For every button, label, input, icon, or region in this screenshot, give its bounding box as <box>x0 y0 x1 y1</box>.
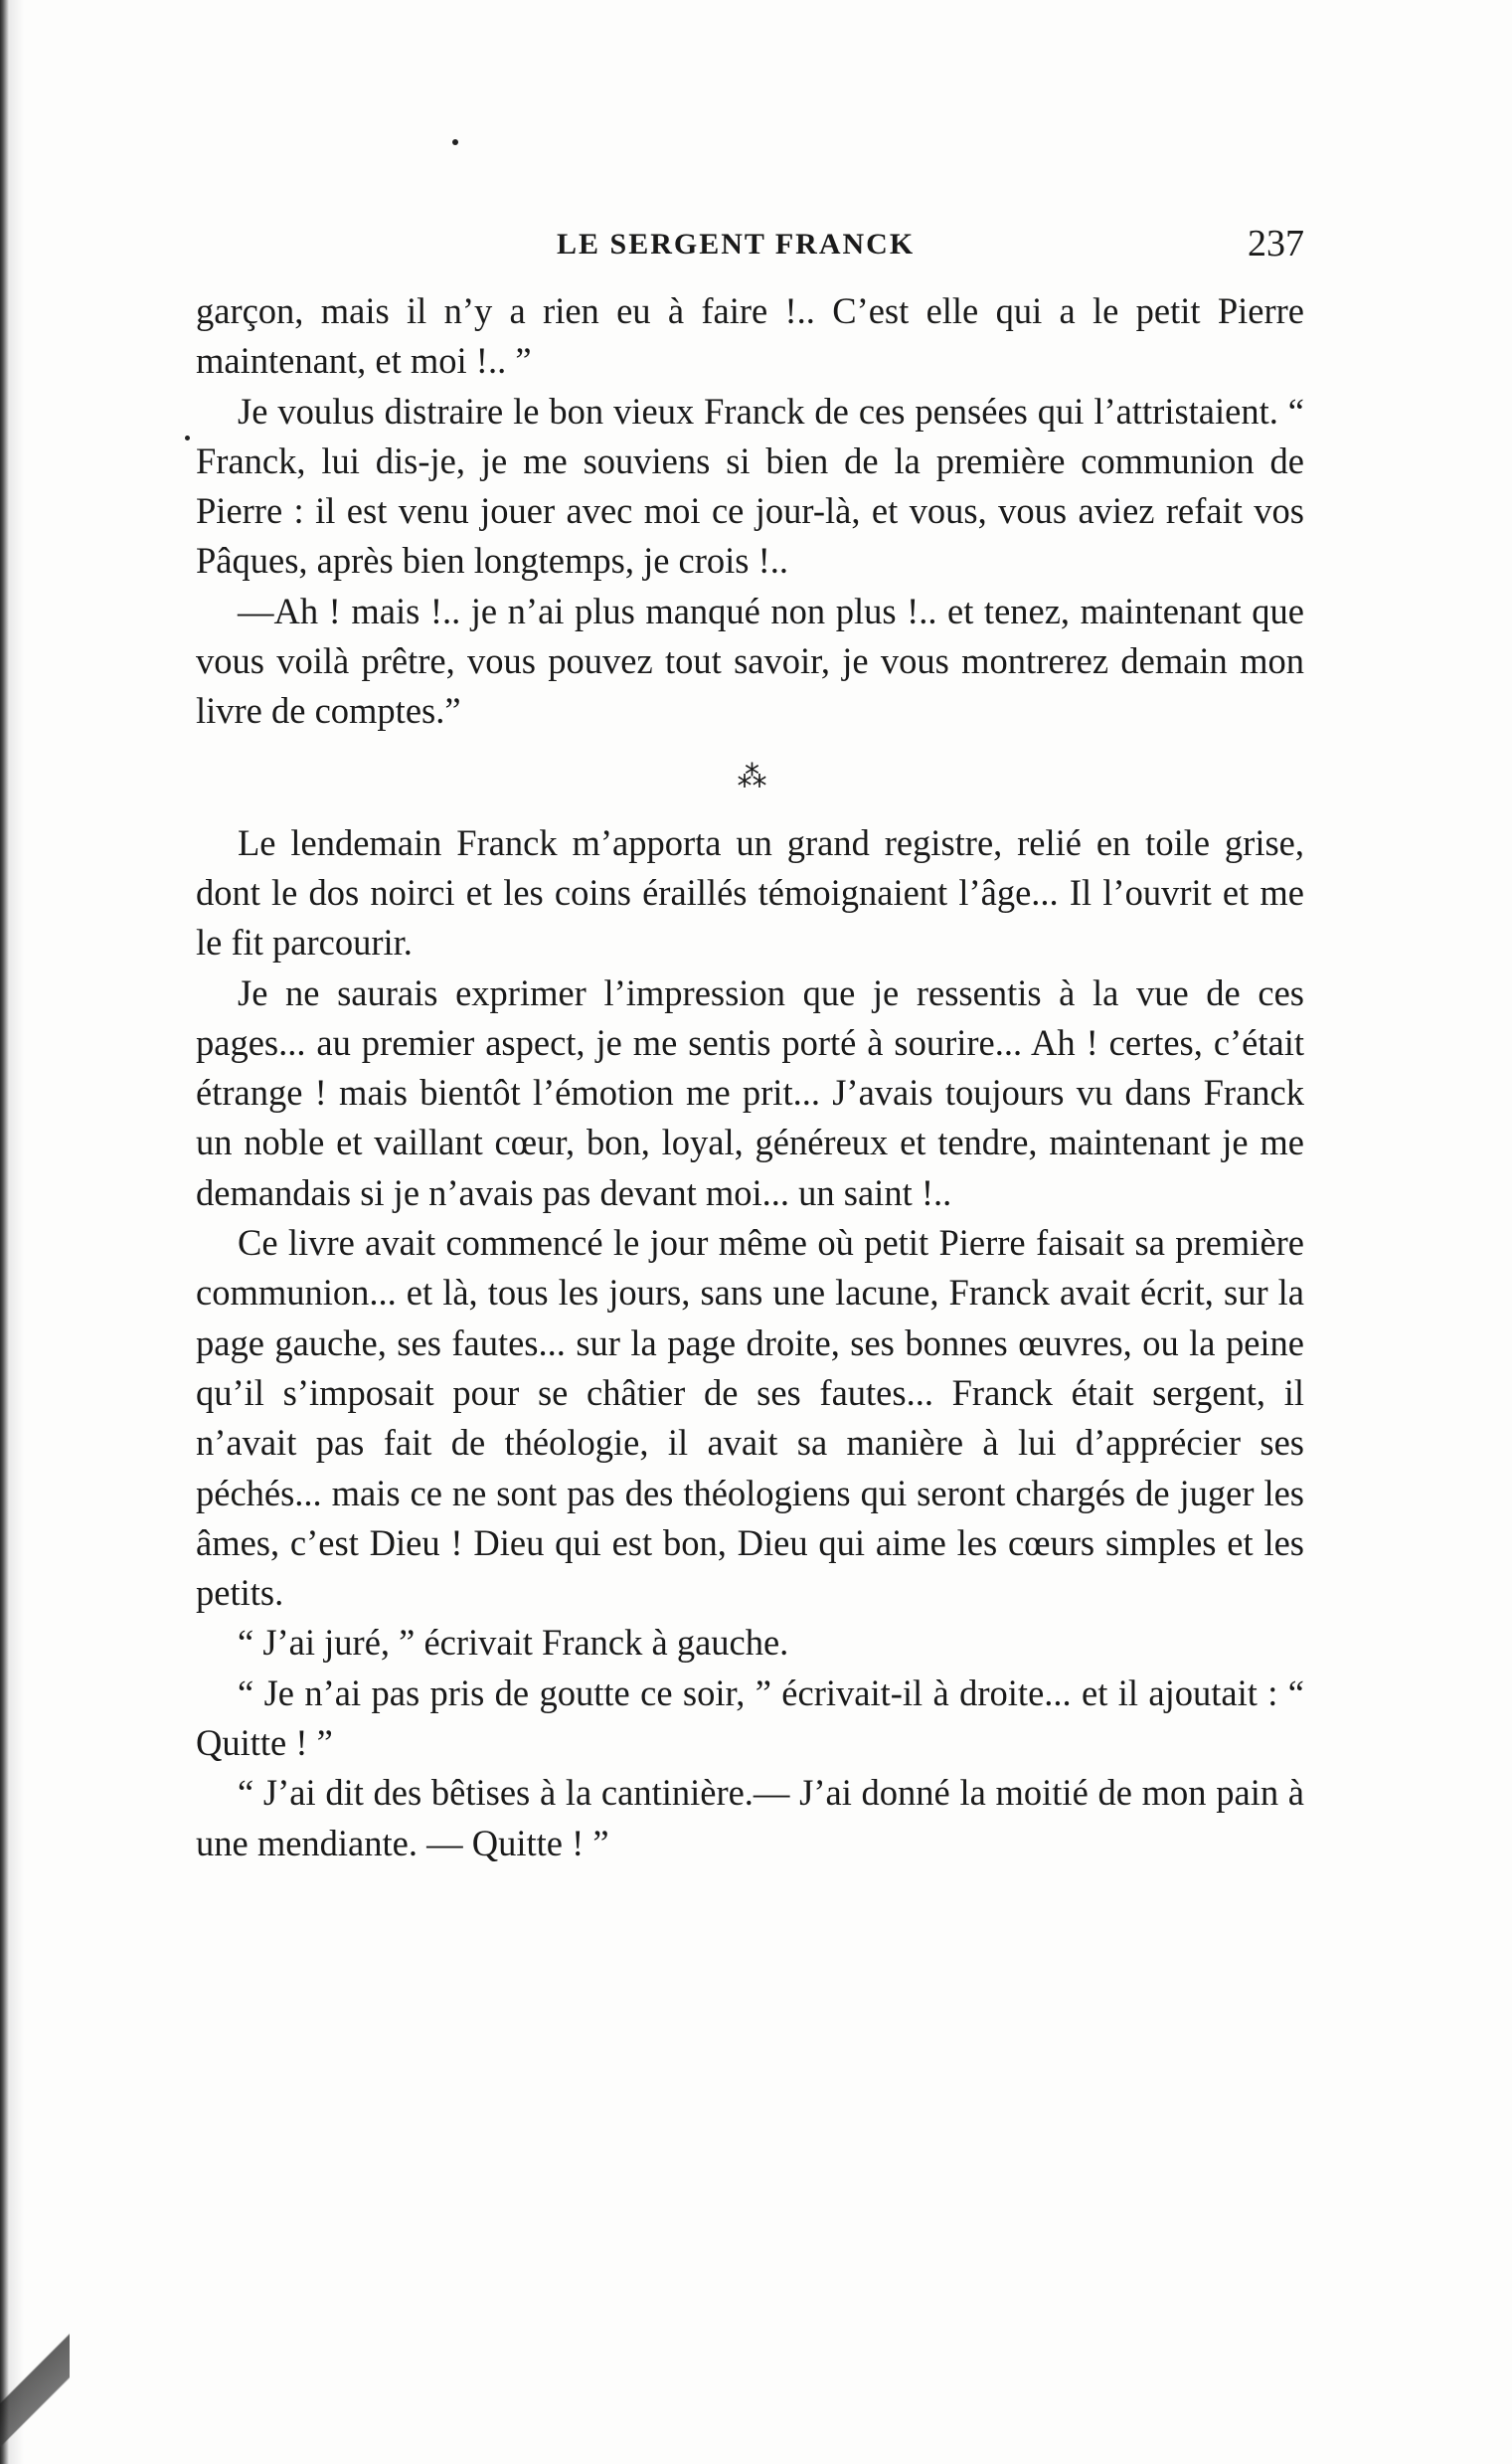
binding-edge-shadow <box>0 0 24 2464</box>
scan-speck <box>185 436 190 440</box>
asterism-symbol: ⁂ <box>737 760 763 793</box>
page-header <box>199 214 1304 264</box>
paragraph-quote: “ J’ai dit des bêtises à la cantinière.— J’ai donné la moitié de mon pain à une mendiante. — Quitte ! ” <box>196 1772 1304 1863</box>
body-text <box>196 286 1304 1868</box>
paragraph: Je ne saurais exprimer l’impression que je ressentis à la vue de ces pages... au premier aspect, je me sentis porté à sourire... Ah ! certes, c’était étrange ! mais bientôt l’émotion me prit... J’avais toujours vu dans Franck un noble et vaillant cœur, bon, loyal, généreux et tendre, maintenant je me demandais si je n’avais pas devant moi... un saint !.. <box>196 971 1304 1213</box>
section-break-asterism <box>196 737 1304 818</box>
paragraph: Le lendemain Franck m’apporta un grand registre, relié en toile grise, dont le dos noirci et les coins éraillés témoignaient l’âge... Il l’ouvrit et me le fit parcourir. <box>196 821 1304 964</box>
running-title: LE SERGENT FRANCK <box>557 228 916 261</box>
paragraph-dialogue: —Ah ! mais !.. je n’ai plus manqué non plus !.. et tenez, maintenant que vous voilà prêtre, vous pouvez tout savoir, je vous montrerez demain mon livre de comptes.” <box>196 590 1304 732</box>
paragraph: Ce livre avait commencé le jour même où petit Pierre faisait sa première communion... et là, tous les jours, sans une lacune, Franck avait écrit, sur la page gauche, ses fautes... sur la page droite, ses bonnes œuvres, ou la peine qu’il s’imposait pour se châtier de ses fautes... Franck était sergent, il n’avait pas fait de théologie, il avait sa manière à lui d’apprécier ses péchés... mais ce ne sont pas des théologiens qui seront chargés de juger les âmes, c’est Dieu ! Dieu qui est bon, Dieu qui aime les cœurs simples et les petits. <box>196 1222 1304 1614</box>
page-number: 237 <box>1248 223 1304 264</box>
paragraph: Je voulus distraire le bon vieux Franck de ces pensées qui l’attristaient. “ Franck, lui dis-je, je me souviens si bien de la première communion de Pierre : il est venu jouer avec moi ce jour-là, et vous, vous aviez refait vos Pâques, après bien longtemps, je crois !.. <box>196 390 1304 582</box>
paragraph-continuation: garçon, mais il n’y a rien eu à faire !.. C’est elle qui a le petit Pierre maintenant, et moi !.. ” <box>196 290 1304 382</box>
paragraph-quote: “ Je n’ai pas pris de goutte ce soir, ” écrivait-il à droite... et il ajoutait : “ Quitte ! ” <box>196 1672 1304 1764</box>
paragraph-quote: “ J’ai juré, ” écrivait Franck à gauche. <box>238 1622 789 1664</box>
scan-speck <box>452 139 458 145</box>
